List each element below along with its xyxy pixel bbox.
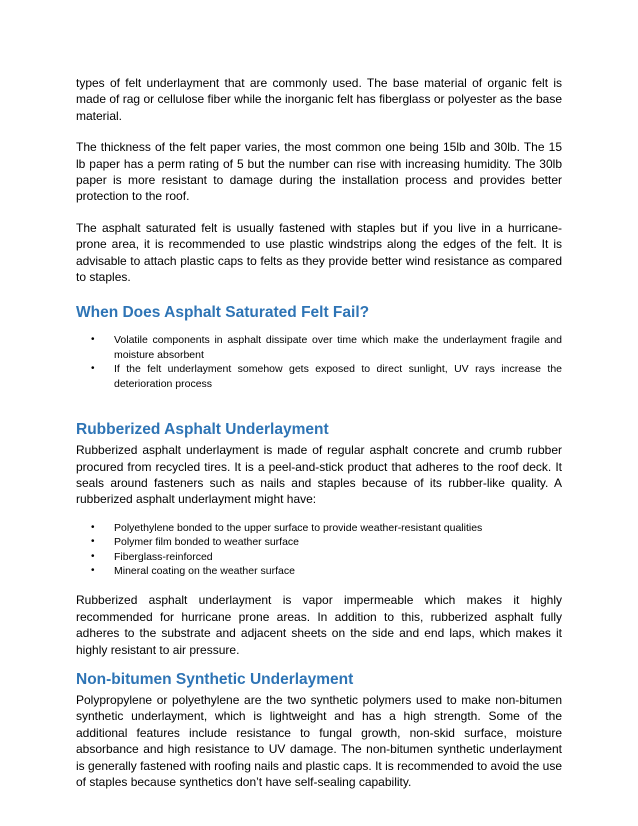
intro-paragraph-3: The asphalt saturated felt is usually fastened with staples but if you live in a hurricane-prone area, it is recommended to use plastic windstrips along the edges of the felt. It is advisable to attach plastic caps to felts as they provide better wind resistance as compared to staples. — [76, 220, 562, 285]
intro-paragraph-2: The thickness of the felt paper varies, the most common one being 15lb and 30lb. The 15 lb paper has a perm rating of 5 but the number can rise with increasing humidity. The 30lb paper is more resistant to damage during the installation process and provides better protection to the roof. — [76, 140, 562, 204]
bullet-icon: • — [91, 536, 95, 548]
bullet-icon: • — [91, 550, 95, 562]
section-heading-felt-fail: When Does Asphalt Saturated Felt Fail? — [76, 304, 370, 322]
rubberized-features-list — [76, 521, 562, 579]
bullet-icon: • — [91, 521, 95, 533]
bullet-icon: • — [91, 334, 95, 346]
rubberized-paragraph-2: Rubberized asphalt underlayment is vapor impermeable which makes it highly recommended for hurricane prone areas. In addition to this, rubberized asphalt fully adheres to the substrate and adjacent sheets on the side and end laps, which makes it highly resistant to air pressure. — [76, 593, 562, 657]
list-item: • Mineral coating on the weather surface — [91, 564, 295, 577]
list-item: • Fiberglass-reinforced — [91, 550, 213, 563]
rubberized-paragraph-1: Rubberized asphalt underlayment is made of regular asphalt concrete and crumb rubber procured from recycled tires. It is a peel-and-stick product that adheres to the roof deck. It seals around fasteners such as nails and staples because of its rubber-like quality. A rubberized asphalt underlayment might have: — [76, 443, 562, 507]
list-item: • If the felt underlayment somehow gets exposed to direct sunlight, UV rays increase the deterioration process — [91, 363, 562, 390]
felt-fail-list — [76, 333, 562, 391]
list-item: • Polyethylene bonded to the upper surface to provide weather-resistant qualities — [91, 521, 483, 534]
section-heading-synthetic: Non-bitumen Synthetic Underlayment — [76, 670, 354, 688]
section-heading-rubberized: Rubberized Asphalt Underlayment — [76, 421, 329, 439]
synthetic-paragraph-1: Polypropylene or polyethylene are the two synthetic polymers used to make non-bitumen synthetic underlayment, which is lightweight and has a high strength. Some of the additional features include resistance to fungal growth, non-skid surface, moisture absorbance and high resistance to UV damage. The non-bitumen synthetic underlayment is generally fastened with roofing nails and plastic caps. It is recommended to avoid the use of staples because synthetics don’t have self-sealing capability. — [76, 692, 562, 789]
bullet-icon: • — [91, 363, 95, 375]
list-item: • Volatile components in asphalt dissipate over time which make the underlayment fragile and moisture absorbent — [91, 334, 562, 361]
intro-paragraph-1: types of felt underlayment that are commonly used. The base material of organic felt is made of rag or cellulose fiber while the inorganic felt has fiberglass or polyester as the base material. — [76, 76, 562, 123]
bullet-icon: • — [91, 564, 95, 576]
list-item: • Polymer film bonded to weather surface — [91, 536, 300, 549]
